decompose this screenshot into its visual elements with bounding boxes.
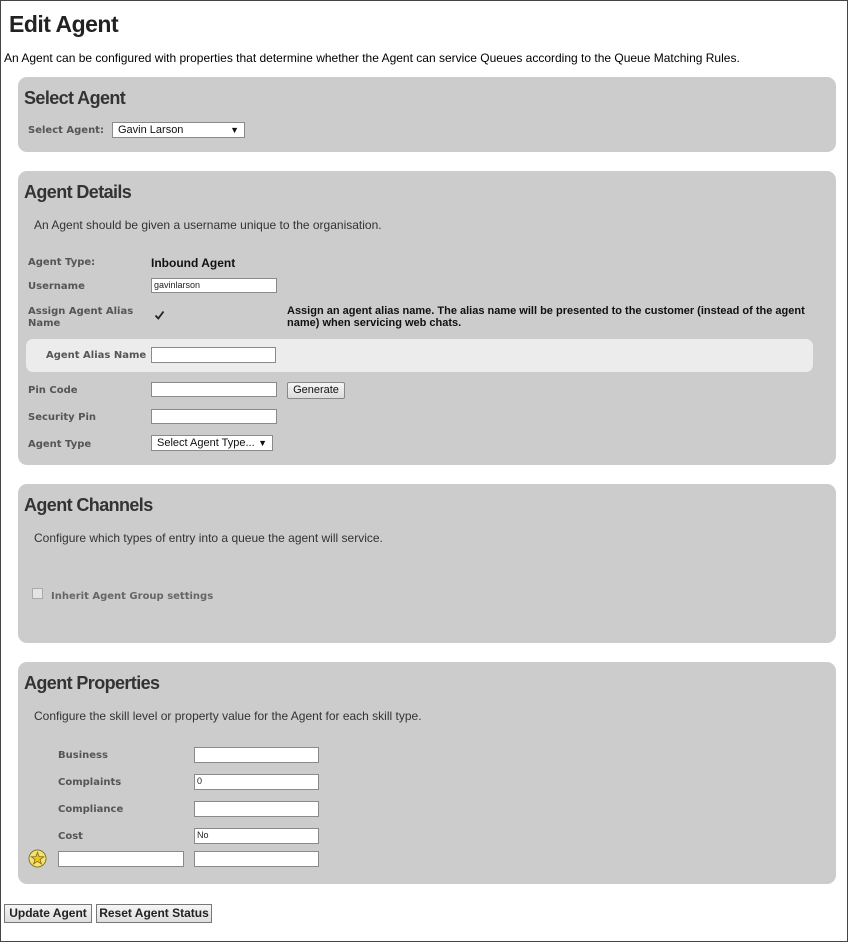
property-name: Complaints [58,777,122,788]
property-name: Business [58,750,108,761]
alias-name-label: Agent Alias Name [46,350,147,361]
update-agent-button[interactable]: Update Agent [4,904,92,923]
security-pin-label: Security Pin [28,412,97,423]
assign-alias-label: Assign Agent Alias Name [28,306,134,329]
inherit-settings-label: Inherit Agent Group settings [51,591,214,602]
agent-type-select-value: Select Agent Type... [157,437,255,449]
select-agent-label: Select Agent: [28,125,104,136]
agent-properties-title: Agent Properties [24,673,160,693]
property-name: Cost [58,831,83,842]
pin-code-input[interactable] [151,382,277,397]
select-agent-dropdown[interactable] [112,122,245,138]
agent-details-description: An Agent should be given a username unique to the organisation. [34,218,382,232]
alias-name-input[interactable] [151,347,276,363]
agent-details-title: Agent Details [24,182,132,202]
agent-type-value: Inbound Agent [151,256,236,270]
alias-name-box [26,339,813,372]
page-title: Edit Agent [9,11,119,37]
agent-channels-panel [18,484,836,643]
chevron-down-icon: ▼ [230,125,239,135]
chevron-down-icon: ▼ [258,438,267,448]
property-value-input[interactable]: 0 [194,774,319,790]
page-intro: An Agent can be configured with properties that determine whether the Agent can service Queues according to the Queue Matching Rules. [4,51,740,65]
pin-code-label: Pin Code [28,385,78,396]
agent-details-panel [18,171,836,465]
username-label: Username [28,281,85,292]
star-add-icon[interactable] [28,849,47,868]
property-value-input[interactable] [194,747,319,763]
agent-type-label: Agent Type: [28,257,96,268]
property-name: Compliance [58,804,124,815]
select-agent-panel [18,77,836,152]
agent-channels-description: Configure which types of entry into a queue the agent will service. [34,531,383,545]
new-property-name-input[interactable] [58,851,184,867]
select-agent-value: Gavin Larson [118,124,184,136]
new-property-value-input[interactable] [194,851,319,867]
property-value-input[interactable] [194,801,319,817]
inherit-settings-checkbox[interactable] [32,588,43,599]
security-pin-input[interactable] [151,409,277,424]
agent-type-select[interactable] [151,435,273,451]
agent-channels-title: Agent Channels [24,495,153,515]
reset-agent-status-button[interactable]: Reset Agent Status [96,904,212,923]
agent-properties-panel [18,662,836,884]
generate-button[interactable]: Generate [287,382,345,399]
agent-type-select-label: Agent Type [28,439,92,450]
agent-properties-description: Configure the skill level or property value for the Agent for each skill type. [34,709,422,723]
username-input[interactable]: gavinlarson [151,278,277,293]
assign-alias-checkbox[interactable] [154,310,165,321]
select-agent-title: Select Agent [24,88,126,108]
alias-note: Assign an agent alias name. The alias name will be presented to the customer (instead of the agent name) when servicing web chats. [287,305,805,329]
property-value-input[interactable]: No [194,828,319,844]
